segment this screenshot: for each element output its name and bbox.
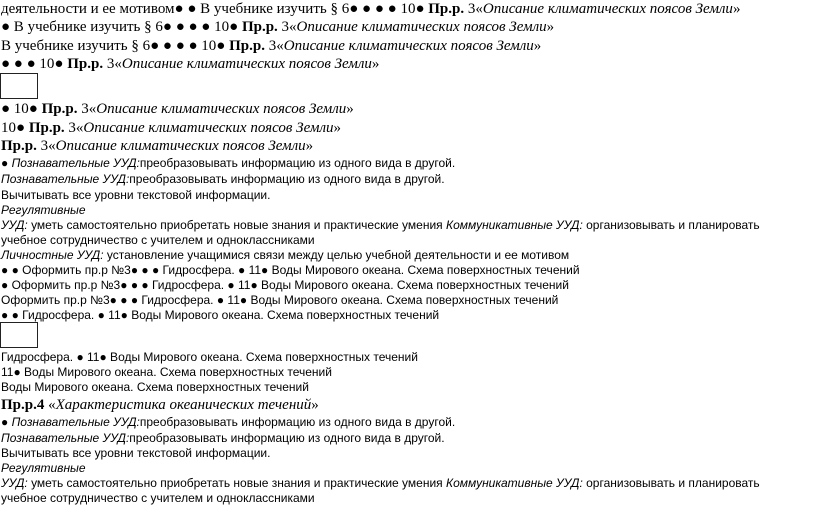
text-line: [1, 119, 341, 137]
text-line: [1, 431, 445, 446]
line-text: преобразовывать информацию из одного вида в другой.: [129, 172, 445, 186]
practical-work-label: Пр.р.: [428, 1, 465, 17]
practical-work-label: Пр.р.4: [1, 397, 45, 413]
line-text: Гидросфера. ● 11● Воды Мирового океана. Схема поверхностных течений: [1, 350, 418, 364]
line-mid: 3«: [77, 101, 97, 117]
text-line: [1, 0, 740, 18]
text-line: [1, 172, 445, 187]
text-line: [1, 248, 569, 263]
line-text: организовывать и планировать: [582, 476, 760, 490]
practical-work-title: Описание климатических поясов Земли: [96, 101, 347, 117]
empty-frame-box: [0, 73, 38, 99]
uud-label: Познавательные УУД:: [11, 156, 140, 170]
text-line: [1, 233, 315, 248]
text-line: [1, 55, 379, 73]
line-mid: 3«: [64, 120, 84, 136]
line-mid: 3«: [264, 38, 284, 54]
text-line: [1, 100, 354, 118]
line-prefix: ● ● ● 10●: [1, 56, 68, 72]
text-line: [1, 18, 554, 36]
text-line: [1, 263, 580, 278]
uud-label: Регулятивные: [1, 461, 86, 475]
line-text: преобразовывать информацию из одного вида в другой.: [139, 415, 456, 429]
line-text: организовывать и планировать: [582, 218, 760, 232]
text-line: [1, 188, 270, 203]
uud-label: Познавательные УУД:: [1, 172, 130, 186]
line-mid: 3«: [277, 19, 297, 35]
practical-work-title: Описание климатических поясов Земли: [121, 56, 372, 72]
line-text: Воды Мирового океана. Схема поверхностных течений: [1, 380, 309, 394]
text-line: [1, 137, 313, 155]
text-line: [1, 278, 569, 293]
line-text: 11● Воды Мирового океана. Схема поверхностных течений: [1, 365, 332, 379]
line-end: »: [333, 120, 341, 136]
practical-work-label: Пр.р.: [1, 138, 37, 154]
line-text: ● Оформить пр.р №3● ● ● Гидросфера. ● 11● Воды Мирового океана. Схема поверхностных течений: [1, 278, 569, 292]
line-text: преобразовывать информацию из одного вида в другой.: [129, 431, 445, 445]
line-mid: 3«: [36, 138, 56, 154]
line-text: Оформить пр.р №3● ● ● Гидросфера. ● 11● Воды Мирового океана. Схема поверхностных течений: [1, 293, 559, 307]
practical-work-title: Описание климатических поясов Земли: [296, 19, 547, 35]
practical-work-label: Пр.р.: [41, 101, 78, 117]
line-end: »: [546, 19, 555, 35]
line-text: уметь самостоятельно приобретать новые знания и практические умения: [27, 218, 446, 232]
line-end: »: [732, 1, 741, 17]
uud-label: Коммуникативные УУД:: [446, 218, 583, 232]
text-line: [1, 156, 455, 171]
practical-work-title: Описание климатических поясов Земли: [55, 138, 306, 154]
line-mid: 3«: [103, 56, 122, 72]
line-mid: 3«: [464, 1, 483, 17]
practical-work-label: Пр.р.: [241, 19, 278, 35]
text-line: [1, 365, 332, 380]
uud-label: Познавательные УУД:: [11, 415, 140, 429]
line-text: ● ● Гидросфера. ● 11● Воды Мирового океана. Схема поверхностных течений: [1, 308, 440, 322]
line-mid: «: [44, 397, 56, 413]
bullet: ●: [1, 156, 12, 170]
line-text: Вычитывать все уровни текстовой информации.: [1, 188, 271, 202]
line-text: установление учащимися связи между целью учебной деятельности и ее мотивом: [103, 248, 570, 262]
text-line: [1, 415, 455, 430]
practical-work-title: Характеристика океанических течений: [55, 397, 312, 413]
line-end: »: [371, 56, 380, 72]
line-prefix: 10●: [1, 120, 29, 136]
text-line: [1, 446, 270, 461]
line-prefix: В учебнике изучить § 6● ● ● ● 10●: [1, 38, 230, 54]
text-line: [1, 203, 86, 218]
text-line: [1, 380, 309, 395]
line-end: »: [305, 138, 314, 154]
practical-work-label: Пр.р.: [28, 120, 65, 136]
practical-work-label: Пр.р.: [67, 56, 104, 72]
uud-label: Коммуникативные УУД:: [446, 476, 583, 490]
practical-work-title: Описание климатических поясов Земли: [283, 38, 534, 54]
text-line: [1, 491, 315, 506]
line-prefix: ● 10●: [1, 101, 42, 117]
line-text: Вычитывать все уровни текстовой информации.: [1, 446, 271, 460]
practical-work-title: Описание климатических поясов Земли: [482, 1, 733, 17]
line-end: »: [346, 101, 354, 117]
line-end: »: [533, 38, 542, 54]
practical-work-label: Пр.р.: [229, 38, 265, 54]
text-line: [1, 308, 439, 323]
line-end: »: [311, 397, 319, 413]
line-text: учебное сотрудничество с учителем и одноклассниками: [1, 233, 315, 247]
text-line: [1, 218, 760, 233]
empty-frame-box: [0, 322, 38, 348]
line-text: уметь самостоятельно приобретать новые знания и практические умения: [27, 476, 446, 490]
bullet: ●: [1, 415, 12, 429]
line-text: преобразовывать информацию из одного вида в другой.: [139, 156, 456, 170]
text-line: [1, 350, 418, 365]
uud-label: Регулятивные: [1, 203, 86, 217]
uud-label: УУД:: [1, 476, 28, 490]
text-line: [1, 396, 319, 414]
line-prefix: деятельности и ее мотивом● ● В учебнике изучить § 6● ● ● ● 10●: [1, 1, 429, 17]
uud-label: Личностные УУД:: [1, 248, 104, 262]
uud-label: УУД:: [1, 218, 28, 232]
text-line: [1, 476, 760, 491]
text-line: [1, 37, 541, 55]
line-text: ● ● Оформить пр.р №3● ● ● Гидросфера. ● 11● Воды Мирового океана. Схема поверхностных течений: [1, 263, 580, 277]
line-text: учебное сотрудничество с учителем и одноклассниками: [1, 491, 315, 505]
line-prefix: ● В учебнике изучить § 6● ● ● ● 10●: [1, 19, 242, 35]
text-line: [1, 293, 558, 308]
text-line: [1, 461, 86, 476]
uud-label: Познавательные УУД:: [1, 431, 130, 445]
practical-work-title: Описание климатических поясов Земли: [83, 120, 334, 136]
